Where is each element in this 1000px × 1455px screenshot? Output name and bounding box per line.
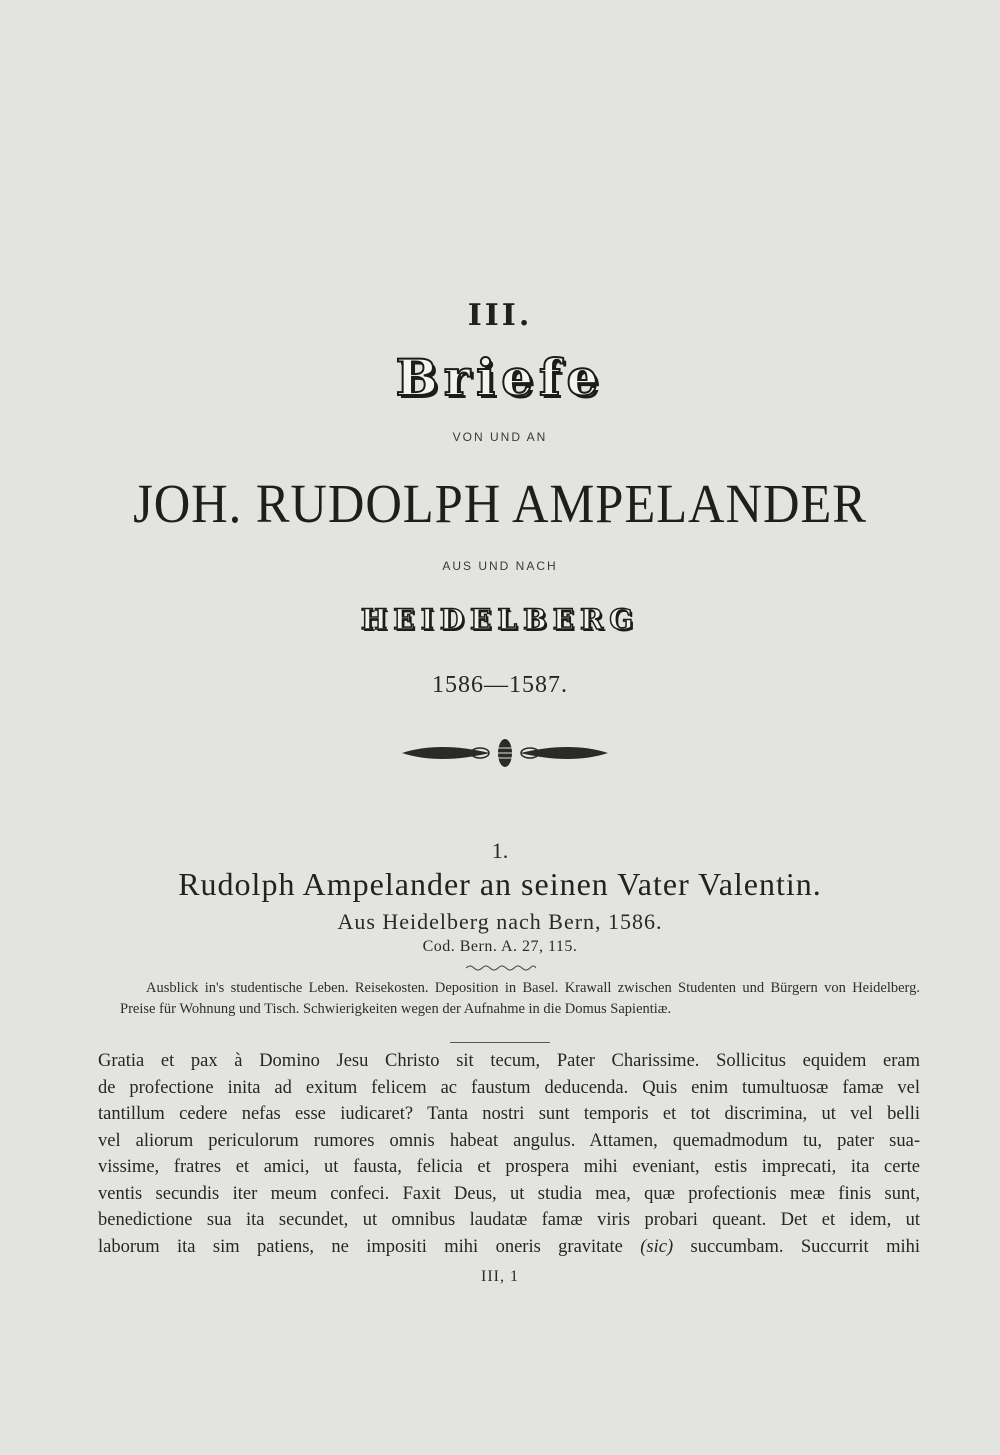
author-name: JOH. RUDOLPH AMPELANDER bbox=[133, 473, 867, 534]
aus-und-nach-label: AUS UND NACH bbox=[442, 559, 558, 573]
squiggle-divider bbox=[466, 964, 536, 972]
body-line: benedictione sua ita secundet, ut omnibus laudatæ famæ viris probari queant. Det et idem, ut bbox=[98, 1210, 920, 1230]
horizontal-rule bbox=[450, 1042, 550, 1043]
letter-body bbox=[98, 1048, 920, 1260]
page-folio: III, 1 bbox=[481, 1268, 519, 1285]
letter-number: 1. bbox=[491, 838, 509, 863]
body-line: ventis secundis iter meum confeci. Faxit Deus, ut studia mea, quæ profectionis meæ finis sunt, bbox=[98, 1183, 920, 1204]
ornament-divider bbox=[400, 736, 610, 770]
place-name: HEIDELBERG bbox=[360, 603, 640, 636]
letter-route: Aus Heidelberg nach Bern, 1586. bbox=[337, 909, 663, 934]
body-line: tantillum cedere nefas esse iudicaret? Tanta nostri sunt temporis et tot discrimina, ut vel belli bbox=[98, 1104, 920, 1124]
body-line-final bbox=[98, 1234, 920, 1261]
body-line: de profectione inita ad exitum felicem ac faustum deducenda. Quis enim tumultuosæ famæ vel bbox=[98, 1077, 920, 1098]
year-range: 1586—1587. bbox=[432, 672, 568, 698]
part-number: III. bbox=[467, 298, 533, 333]
body-line: vel aliorum periculorum rumores omnis habeat angulus. Attamen, quemadmodum tu, pater sua- bbox=[98, 1130, 920, 1151]
letter-title: Rudolph Ampelander an seinen Vater Valentin. bbox=[178, 866, 822, 902]
body-text-after-sic: succumbam. Succurrit mihi bbox=[673, 1236, 920, 1257]
letter-source: Cod. Bern. A. 27, 115. bbox=[422, 938, 578, 955]
von-und-an-label: VON UND AN bbox=[452, 430, 548, 444]
body-line: vissime, fratres et amici, ut fausta, felicia et prospera mihi eveniant, estis imprecati, ita certe bbox=[98, 1157, 920, 1177]
body-text-before-sic: laborum ita sim patiens, ne impositi mihi oneris gravitate bbox=[98, 1236, 641, 1257]
sic-annotation: (sic) bbox=[640, 1236, 674, 1257]
body-line: Gratia et pax à Domino Jesu Christo sit tecum, Pater Charissime. Sollicitus equidem eram bbox=[98, 1051, 920, 1071]
main-title: Briefe bbox=[395, 348, 605, 407]
letter-summary: Ausblick in's studentische Leben. Reisekosten. Deposition in Basel. Krawall zwischen Studenten und Bürgern von Heidelberg. Preise für Wohnung und Tisch. Schwierigkeiten wegen der Aufnahme in die Domus Sapientiæ. bbox=[120, 980, 920, 1017]
